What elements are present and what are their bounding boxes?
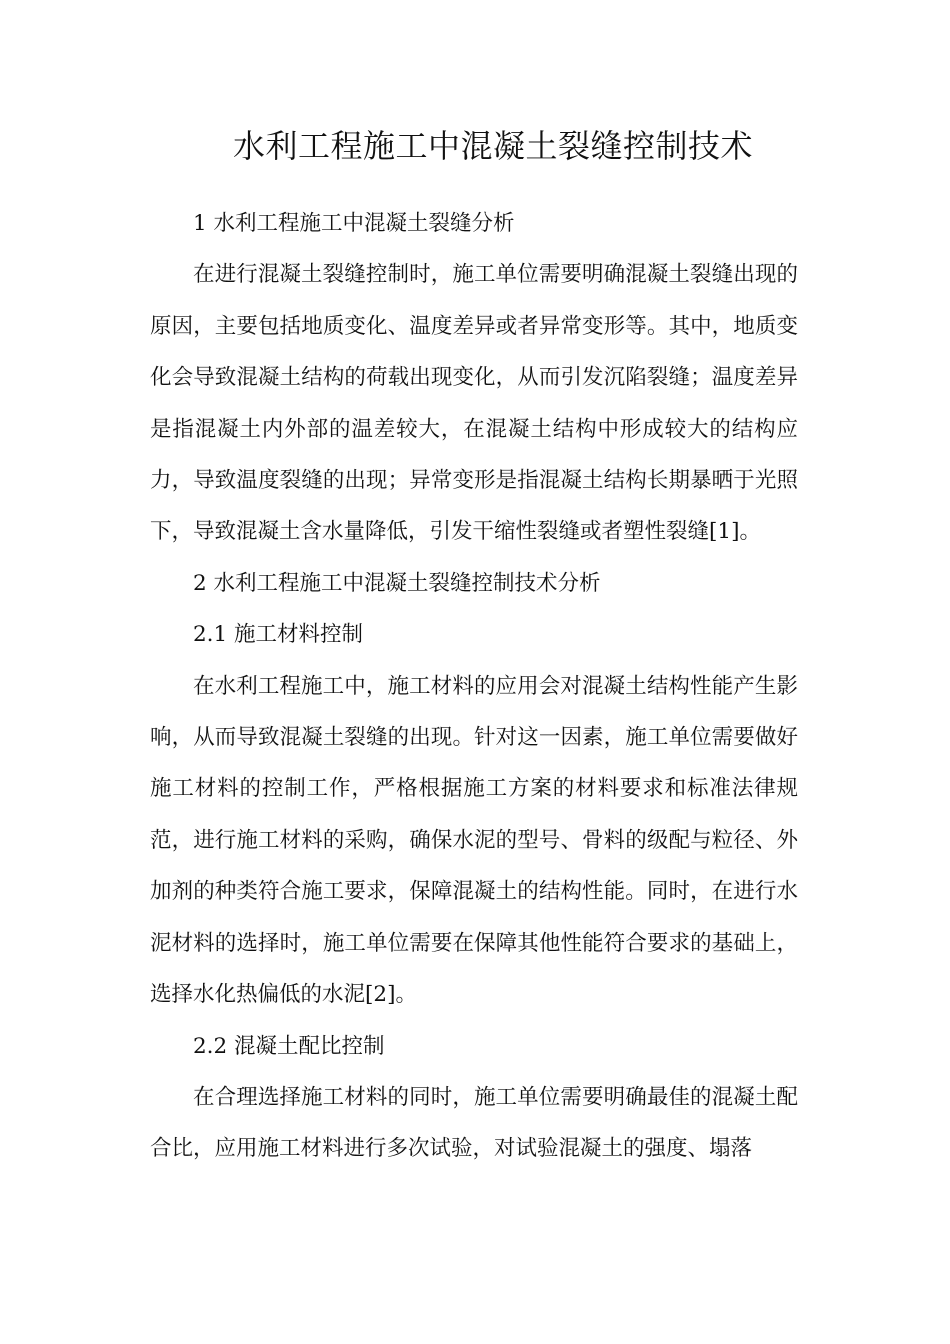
paragraph-crack-analysis: 在进行混凝土裂缝控制时，施工单位需要明确混凝土裂缝出现的原因，主要包括地质变化、温度差异或者异常变形等。其中，地质变化会导致混凝土结构的荷载出现变化，从而引发沉陷裂缝；温度差异是指混凝土内外部的温差较大，在混凝土结构中形成较大的结构应力，导致温度裂缝的出现；异常变形是指混凝土结构长期暴晒于光照下，导致混凝土含水量降低，引发干缩性裂缝或者塑性裂缝[1]。 [150,262,798,545]
document-body [150,198,798,1175]
document-title: 水利工程施工中混凝土裂缝控制技术 [232,127,753,165]
subsection-heading-2-2: 2.2 混凝土配比控制 [193,1033,385,1059]
subsection-heading-2-1: 2.1 施工材料控制 [193,622,364,648]
section-heading-1: 1 水利工程施工中混凝土裂缝分析 [193,211,515,236]
section-heading-2: 2 水利工程施工中混凝土裂缝控制技术分析 [193,570,601,596]
paragraph-material-control: 在水利工程施工中，施工材料的应用会对混凝土结构性能产生影响，从而导致混凝土裂缝的出现。针对这一因素，施工单位需要做好施工材料的控制工作，严格根据施工方案的材料要求和标准法律规范，进行施工材料的采购，确保水泥的型号、骨料的级配与粒径、外加剂的种类符合施工要求，保障混凝土的结构性能。同时，在进行水泥材料的选择时，施工单位需要在保障其他性能符合要求的基础上，选择水化热偏低的水泥[2]。 [150,673,798,1008]
paragraph-mix-ratio-control: 在合理选择施工材料的同时，施工单位需要明确最佳的混凝土配合比，应用施工材料进行多次试验，对试验混凝土的强度、塌落 [150,1084,798,1162]
